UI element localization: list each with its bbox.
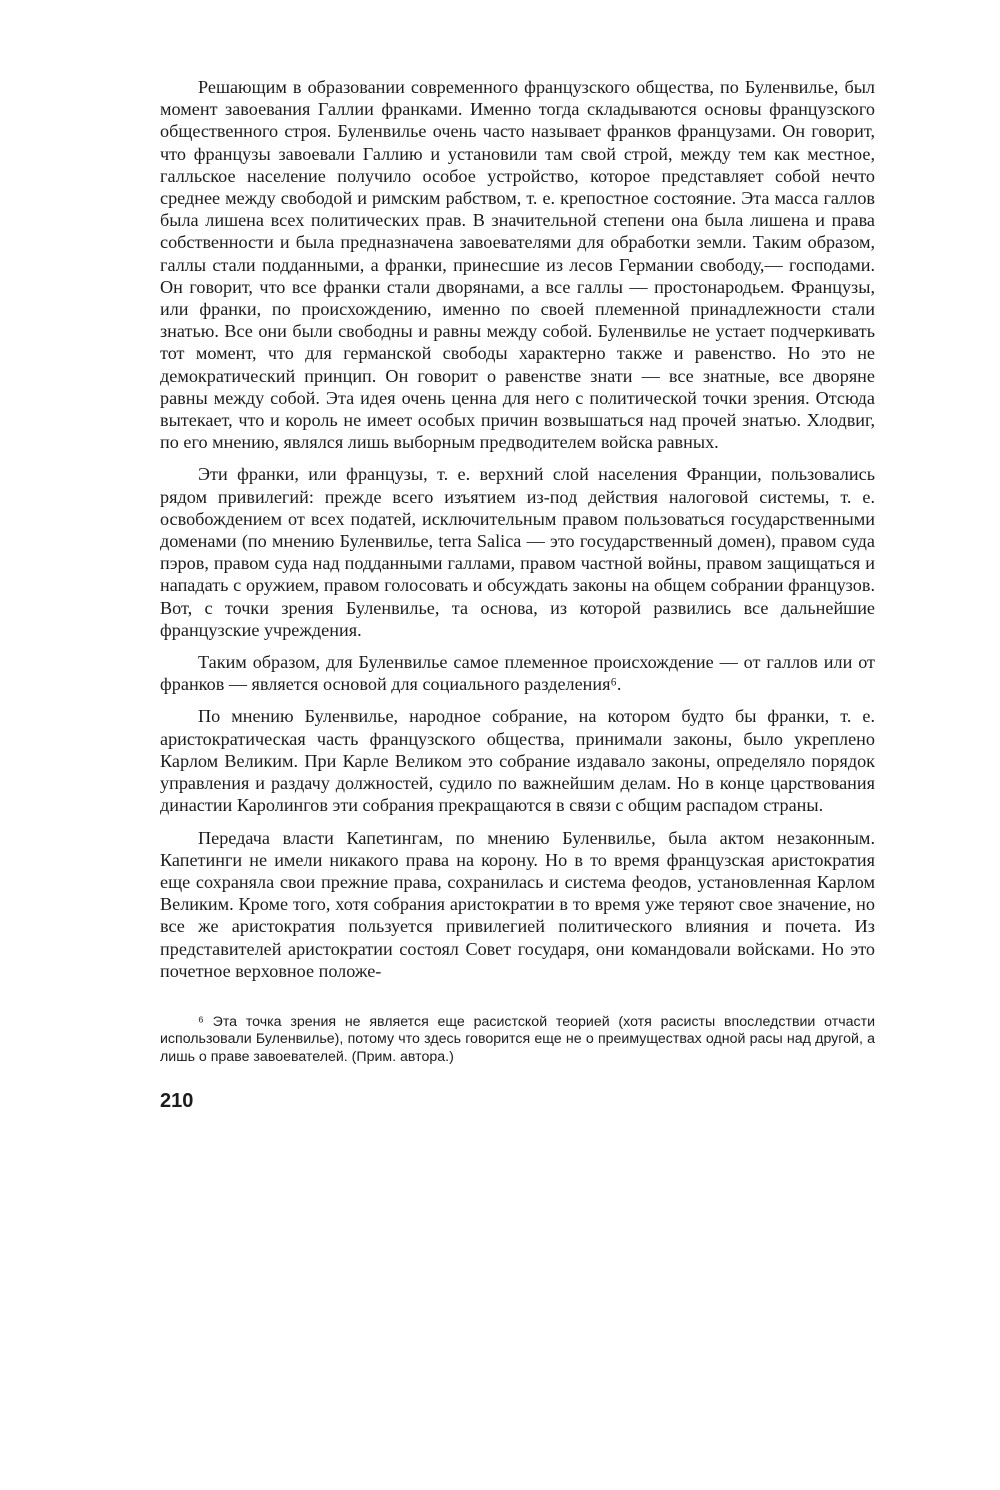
- footnote: ⁶ Эта точка зрения не является еще расистской теорией (хотя расисты впоследствии отчасти использовали Буленвилье), потому что здесь говорится еще не о преимуществах одной расы над другой, а лишь о праве завоевателей. (Прим. автора.): [160, 1013, 875, 1065]
- page-body: [160, 76, 875, 1112]
- paragraph-1: Решающим в образовании современного французского общества, по Буленвилье, был момент завоевания Галлии франками. Именно тогда складываются основы французского общественного строя. Буленвилье очень часто называет франков французами. Он говорит, что французы завоевали Галлию и установили там свой строй, между тем как местное, галльское население получило особое устройство, которое представляет собой нечто среднее между свободой и римским рабством, т. е. крепостное состояние. Эта масса галлов была лишена всех политических прав. В значительной степени она была лишена и права собственности и была предназначена завоевателями для обработки земли. Таким образом, галлы стали подданными, а франки, принесшие из лесов Германии свободу,— господами. Он говорит, что все франки стали дворянами, а все галлы — простонародьем. Французы, или франки, по происхождению, именно по своей племенной принадлежности стали знатью. Все они были свободны и равны между собой. Буленвилье не устает подчеркивать тот момент, что для германской свободы характерно также и равенство. Но это не демократический принцип. Он говорит о равенстве знати — все знатные, все дворяне равны между собой. Эта идея очень ценна для него с политической точки зрения. Отсюда вытекает, что и король не имеет особых причин возвышаться над прочей знатью. Хлодвиг, по его мнению, являлся лишь выборным предводителем войска равных.: [160, 77, 875, 453]
- page-number: 210: [160, 1090, 194, 1113]
- paragraph-3: Таким образом, для Буленвилье самое племенное происхождение — от галлов или от франков — является основой для социального разделения⁶.: [160, 652, 875, 695]
- paragraph-2: Эти франки, или французы, т. е. верхний слой населения Франции, пользовались рядом привилегий: прежде всего изъятием из-под действия налоговой системы, т. е. освобождением от всех податей, исключительным правом пользоваться государственными доменами (по мнению Буленвилье, terra Salica — это государственный домен), правом суда пэров, правом суда над подданными галлами, правом частной войны, правом защищаться и нападать с оружием, правом голосовать и обсуждать законы на общем собрании французов. Вот, с точки зрения Буленвилье, та основа, из которой развились все дальнейшие французские учреждения.: [160, 464, 875, 640]
- paragraph-5: Передача власти Капетингам, по мнению Буленвилье, была актом незаконным. Капетинги не имели никакого права на корону. Но в то время французская аристократия еще сохраняла свои прежние права, сохранилась и система феодов, установленная Карлом Великим. Кроме того, хотя собрания аристократии в то время уже теряют свое значение, но все же аристократия пользуется привилегией политического влияния и почета. Из представителей аристократии состоял Совет государя, они командовали войсками. Но это почетное верховное положе-: [160, 827, 875, 981]
- paragraph-4: По мнению Буленвилье, народное собрание, на котором будто бы франки, т. е. аристократическая часть французского общества, принимали законы, было укреплено Карлом Великим. При Карле Великом это собрание издавало законы, определяло порядок управления и раздачу должностей, судило по важнейшим делам. Но в конце царствования династии Каролингов эти собрания прекращаются в связи с общим распадом страны.: [160, 706, 875, 816]
